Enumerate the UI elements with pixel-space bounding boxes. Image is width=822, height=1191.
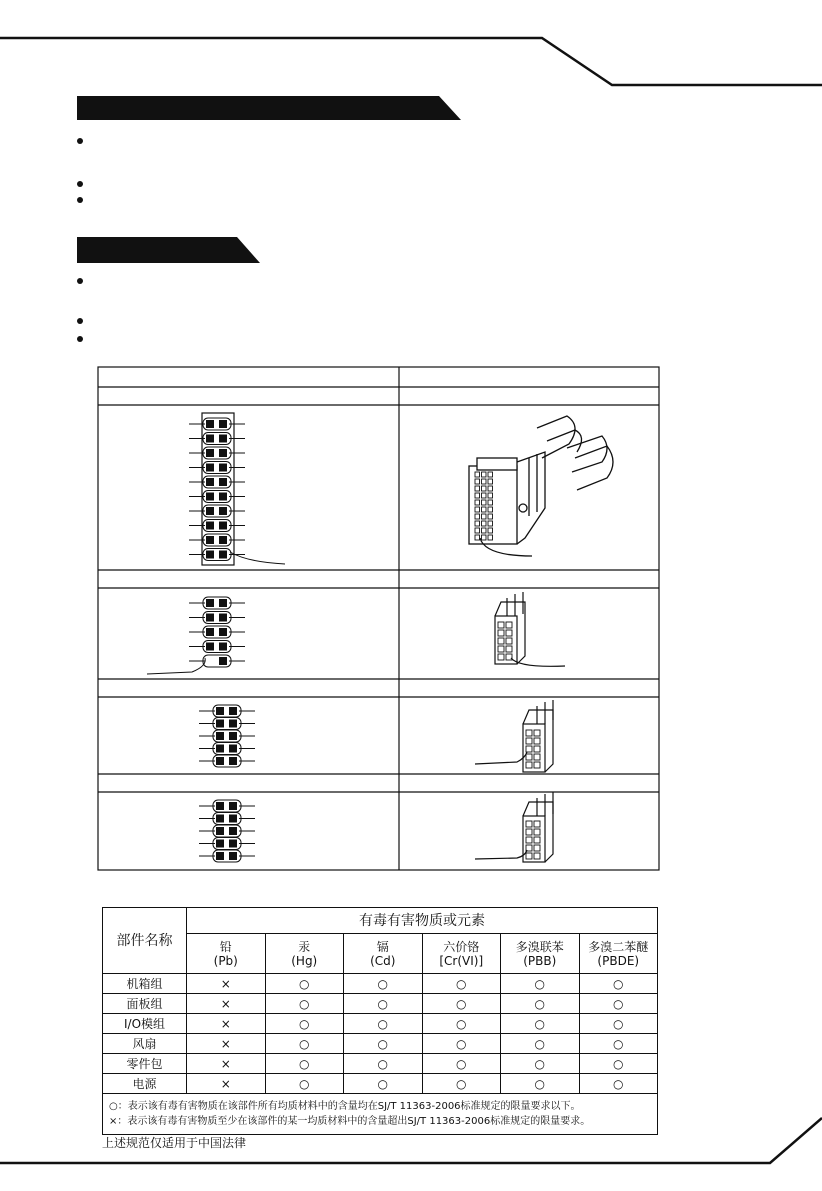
pin	[216, 840, 224, 848]
part-name: I/O模组	[103, 1014, 187, 1034]
part-name: 风扇	[103, 1034, 187, 1054]
footnote: 上述规范仅适用于中国法律	[102, 1136, 247, 1150]
header-substances: 有毒有害物质或元素	[187, 908, 658, 934]
compliance-mark: ○	[344, 1014, 423, 1034]
pin	[229, 732, 237, 740]
compliance-mark: ○	[344, 1034, 423, 1054]
compliance-mark: ○	[265, 994, 344, 1014]
note-cross: ×：表示该有毒有害物质至少在该部件的某一均质材料中的含量超出SJ/T 11363-2006标准规定的限量要求。	[109, 1116, 591, 1127]
compliance-mark: ○	[579, 1034, 658, 1054]
compliance-mark: ×	[187, 1074, 266, 1094]
substance-name: 多溴二苯醚	[588, 939, 649, 954]
compliance-mark: ○	[501, 974, 580, 994]
pin	[216, 852, 224, 860]
pinout-10pin-diagram-c	[199, 800, 255, 862]
substance-name: 镉	[376, 939, 389, 954]
table-row	[103, 1074, 658, 1094]
connector-20pin-drawing	[469, 416, 613, 556]
compliance-mark: ○	[501, 994, 580, 1014]
pin	[219, 614, 227, 622]
pin	[219, 478, 227, 486]
table-row	[103, 994, 658, 1014]
pin	[216, 745, 224, 753]
pin	[219, 551, 227, 559]
compliance-mark: ×	[187, 974, 266, 994]
substance-symbol: (Pb)	[213, 953, 238, 968]
table-row	[103, 1054, 658, 1074]
substance-symbol: (Hg)	[291, 953, 318, 968]
pin	[206, 493, 214, 501]
pin	[206, 614, 214, 622]
compliance-mark: ○	[422, 994, 501, 1014]
pin	[219, 493, 227, 501]
substance-header	[344, 934, 423, 974]
pin	[206, 478, 214, 486]
connector-10pin-drawing-a	[495, 592, 565, 666]
substance-name: 六价铬	[443, 939, 480, 954]
compliance-mark: ○	[422, 1034, 501, 1054]
compliance-mark: ○	[344, 994, 423, 1014]
pin	[219, 522, 227, 530]
pin	[219, 464, 227, 472]
compliance-mark: ○	[422, 1054, 501, 1074]
substance-header	[579, 934, 658, 974]
compliance-mark: ○	[501, 1014, 580, 1034]
part-name: 面板组	[103, 994, 187, 1014]
pin	[219, 507, 227, 515]
pin	[229, 802, 237, 810]
pin	[206, 599, 214, 607]
compliance-mark: ○	[422, 1074, 501, 1094]
pin	[219, 435, 227, 443]
pin	[219, 449, 227, 457]
pin	[229, 757, 237, 765]
pin	[206, 536, 214, 544]
substance-symbol: [Cr(VI)]	[439, 953, 484, 968]
pin	[206, 435, 214, 443]
section-header-bar	[77, 237, 262, 265]
substance-symbol: (PBB)	[523, 953, 557, 968]
substance-header	[501, 934, 580, 974]
pin	[229, 707, 237, 715]
bullet	[77, 318, 83, 324]
substance-name: 多溴联苯	[515, 939, 564, 954]
pin	[206, 449, 214, 457]
connector-pinout-table	[97, 366, 660, 871]
bullet	[77, 181, 83, 187]
pin	[219, 599, 227, 607]
pin	[216, 827, 224, 835]
compliance-mark: ○	[579, 1054, 658, 1074]
table-notes	[103, 1094, 658, 1135]
pin	[219, 536, 227, 544]
pin	[229, 827, 237, 835]
pin	[216, 802, 224, 810]
compliance-mark: ○	[265, 974, 344, 994]
header-part-name: 部件名称	[103, 908, 187, 974]
pin	[206, 643, 214, 651]
pin	[206, 507, 214, 515]
pin	[229, 720, 237, 728]
compliance-mark: ○	[344, 974, 423, 994]
hazardous-substances-table	[102, 907, 658, 1135]
compliance-mark: ○	[579, 1014, 658, 1034]
substance-header	[265, 934, 344, 974]
compliance-mark: ○	[344, 1074, 423, 1094]
pin	[219, 420, 227, 428]
pin	[229, 840, 237, 848]
pin	[206, 464, 214, 472]
pin	[216, 707, 224, 715]
pin	[229, 852, 237, 860]
compliance-mark: ×	[187, 1054, 266, 1074]
compliance-mark: ×	[187, 994, 266, 1014]
bullet	[77, 197, 83, 203]
pin	[206, 551, 214, 559]
compliance-mark: ○	[265, 1074, 344, 1094]
compliance-mark: ○	[422, 974, 501, 994]
substance-name: 铅	[219, 939, 232, 954]
pin	[216, 720, 224, 728]
bullet	[77, 278, 83, 284]
pin	[219, 628, 227, 636]
connector-10pin-drawing-c	[475, 792, 553, 862]
section-header-bar	[77, 96, 462, 122]
compliance-mark: ×	[187, 1014, 266, 1034]
table-row	[103, 974, 658, 994]
table-row	[103, 1014, 658, 1034]
pin	[216, 757, 224, 765]
pin	[206, 420, 214, 428]
substance-header	[187, 934, 266, 974]
pinout-10pin-diagram-b	[199, 705, 255, 767]
compliance-mark: ○	[501, 1074, 580, 1094]
compliance-mark: ○	[265, 1034, 344, 1054]
compliance-mark: ○	[344, 1054, 423, 1074]
pinout-10pin-diagram-a	[147, 597, 245, 674]
pinout-20pin-diagram	[189, 413, 285, 565]
substance-symbol: (PBDE)	[597, 953, 640, 968]
pin	[206, 628, 214, 636]
part-name: 电源	[103, 1074, 187, 1094]
part-name: 零件包	[103, 1054, 187, 1074]
bullet	[77, 336, 83, 342]
compliance-mark: ○	[579, 1074, 658, 1094]
connector-10pin-drawing-b	[475, 700, 553, 772]
pin	[219, 643, 227, 651]
compliance-mark: ○	[579, 974, 658, 994]
table-row	[103, 1034, 658, 1054]
pin	[216, 815, 224, 823]
pin	[229, 745, 237, 753]
substance-header	[422, 934, 501, 974]
compliance-mark: ×	[187, 1034, 266, 1054]
note-circle: ○：表示该有毒有害物质在该部件所有均质材料中的含量均在SJ/T 11363-2006标准规定的限量要求以下。	[109, 1101, 581, 1112]
pin	[216, 732, 224, 740]
compliance-mark: ○	[265, 1054, 344, 1074]
substance-symbol: (Cd)	[370, 953, 396, 968]
compliance-mark: ○	[501, 1054, 580, 1074]
part-name: 机箱组	[103, 974, 187, 994]
pin	[219, 657, 227, 665]
compliance-mark: ○	[579, 994, 658, 1014]
bullet	[77, 138, 83, 144]
compliance-mark: ○	[422, 1014, 501, 1034]
pin	[206, 522, 214, 530]
compliance-mark: ○	[501, 1034, 580, 1054]
substance-name: 汞	[298, 939, 311, 954]
compliance-mark: ○	[265, 1014, 344, 1034]
pin	[229, 815, 237, 823]
